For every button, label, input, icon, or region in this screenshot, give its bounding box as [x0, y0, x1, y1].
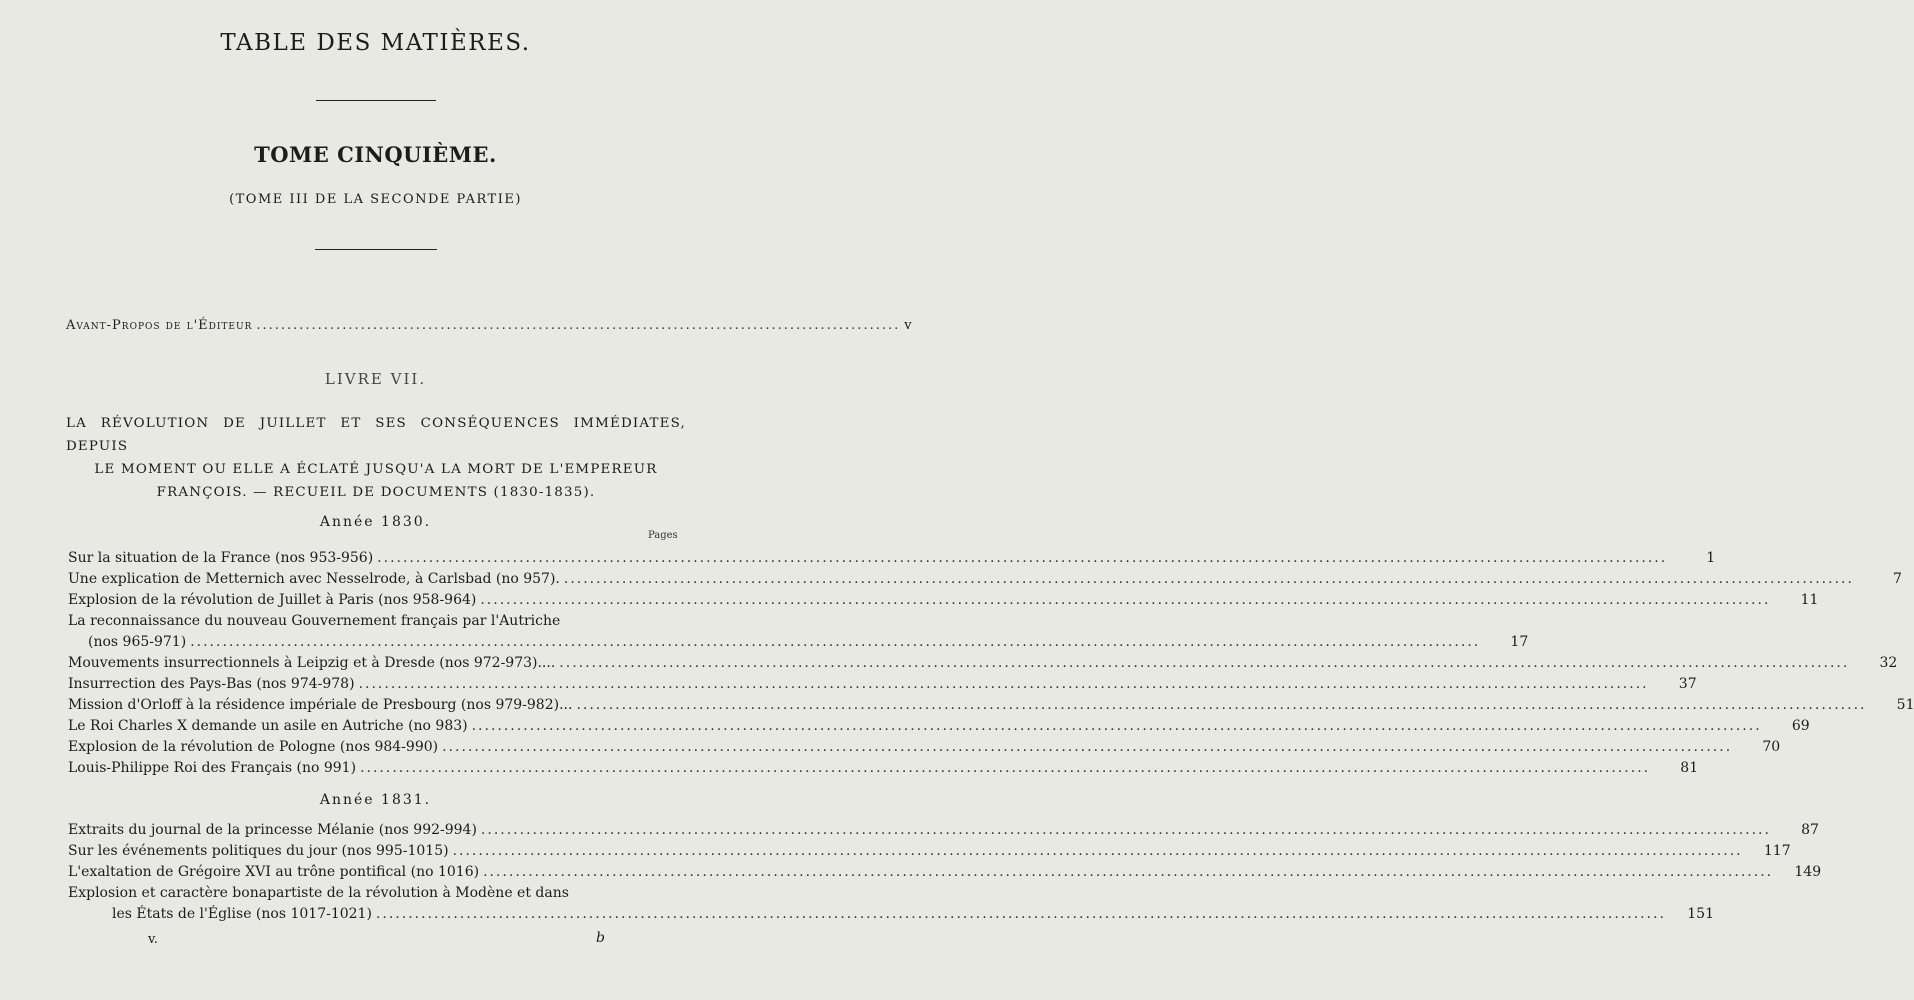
toc-entry-avant-propos: [66, 318, 912, 333]
toc-entry-title: Mission d'Orloff à la résidence impériale de Presbourg (nos 979-982)...: [68, 697, 573, 713]
dot-leader: ........................................................................................................................................................................................................: [190, 634, 1481, 650]
dot-leader: ........................................................................................................................................................................................................: [576, 697, 1867, 713]
toc-entry-continuation: [68, 904, 1714, 925]
livre-intro: [66, 412, 686, 504]
toc-entry-page: 51: [1896, 697, 1914, 713]
year-heading-1831: Année 1831.: [319, 792, 432, 808]
dot-leader: ........................................................................................................................................................................................................: [375, 906, 1666, 922]
toc-entry-page: 11: [1800, 592, 1819, 608]
toc-entry: [68, 737, 1781, 758]
gathering-mark: b: [596, 930, 605, 946]
intro-line: LE MOMENT OU ELLE A ÉCLATÉ JUSQU'A LA MORT DE L'EMPEREUR: [94, 462, 658, 477]
toc-entry-continuation: [68, 632, 1529, 653]
dot-leader: ........................................................................................................................................................................................................: [563, 571, 1854, 587]
toc-entry: [68, 653, 1898, 674]
toc-entry-page: 87: [1801, 822, 1819, 838]
toc-entry-title: La reconnaissance du nouveau Gouvernement français par l'Autriche: [68, 613, 561, 629]
toc-entry-page: 37: [1678, 676, 1697, 692]
toc-entry-title: Mouvements insurrectionnels à Leipzig et à Dresde (nos 972-973)....: [68, 655, 556, 671]
dot-leader: ........................................................................................................................................................................................................: [377, 550, 1668, 566]
page-title: TABLE DES MATIÈRES.: [220, 30, 531, 56]
toc-entry: [68, 716, 1810, 737]
toc-entry-page: 149: [1794, 864, 1822, 880]
toc-entry-title: Insurrection des Pays-Bas (nos 974-978): [68, 676, 355, 692]
toc-entry-page: 70: [1762, 739, 1781, 755]
dot-leader: ........................................................................................................................................................................................................: [442, 739, 1733, 755]
pages-column-label: Pages: [648, 530, 678, 541]
year-heading-1830: Année 1830.: [319, 514, 432, 530]
tome-subtitle: (TOME III DE LA SECONDE PARTIE): [229, 192, 522, 207]
toc-entry-page: 17: [1510, 634, 1529, 650]
dot-leader: ........................................................................................................................................................................................................: [483, 864, 1774, 880]
toc-entry-page: 69: [1791, 718, 1810, 734]
divider: [316, 100, 436, 101]
toc-list-1830: [68, 548, 1914, 779]
toc-entry-title: Sur les événements politiques du jour (nos 995-1015): [68, 843, 449, 859]
toc-entry: [68, 862, 1822, 883]
toc-entry: [68, 820, 1819, 841]
toc-entry-page: 1: [1706, 550, 1716, 566]
toc-entry-title: Explosion de la révolution de Pologne (nos 984-990): [68, 739, 439, 755]
livre-heading: LIVRE VII.: [324, 370, 427, 388]
toc-entry: [68, 758, 1699, 779]
toc-entry-page: 7: [1893, 571, 1902, 587]
toc-entry-title: Sur la situation de la France (nos 953-956): [68, 550, 374, 566]
toc-entry: [68, 883, 680, 904]
intro-line: FRANÇOIS. — RECUEIL DE DOCUMENTS (1830-1835).: [156, 485, 596, 500]
toc-entry: [68, 548, 1716, 569]
toc-entry: [68, 841, 1791, 862]
toc-entry: [68, 611, 680, 632]
toc-entry: [68, 590, 1819, 611]
divider: [315, 249, 437, 250]
toc-entry-page: 81: [1680, 760, 1699, 776]
dot-leader: ........................................................................................................................................................................................................: [480, 822, 1771, 838]
toc-entry-page: 151: [1687, 906, 1714, 922]
toc-entry: [68, 674, 1697, 695]
dot-leader: ........................................................................................................................................................................................................: [471, 718, 1762, 734]
tome-heading: TOME CINQUIÈME.: [254, 142, 497, 167]
dot-leader: ........................................................................................................................................................................................................: [559, 655, 1850, 671]
toc-entry-title: Une explication de Metternich avec Nesselrode, à Carlsbad (no 957).: [68, 571, 560, 587]
toc-entry-title: L'exaltation de Grégoire XVI au trône pontifical (no 1016): [68, 864, 480, 880]
toc-entry-title: (nos 965-971): [88, 634, 187, 650]
toc-list-1831: [68, 820, 1822, 925]
dot-leader: .........................................................................................................: [256, 318, 901, 333]
toc-entry-title: Avant-Propos de l'Éditeur: [66, 318, 253, 333]
dot-leader: ........................................................................................................................................................................................................: [480, 592, 1771, 608]
toc-entry-page: v: [904, 318, 912, 333]
toc-entry-title: Explosion et caractère bonapartiste de la révolution à Modène et dans: [68, 885, 569, 901]
toc-entry-title: Explosion de la révolution de Juillet à Paris (nos 958-964): [68, 592, 477, 608]
toc-entry: [68, 569, 1902, 590]
toc-entry-title: Louis-Philippe Roi des Français (no 991): [68, 760, 357, 776]
dot-leader: ........................................................................................................................................................................................................: [358, 676, 1649, 692]
toc-entry-title: les États de l'Église (nos 1017-1021): [112, 906, 372, 922]
toc-entry: [68, 695, 1914, 716]
toc-entry-page: 117: [1763, 843, 1791, 859]
signature-mark: v.: [148, 932, 158, 947]
dot-leader: ........................................................................................................................................................................................................: [360, 760, 1651, 776]
intro-line: LA RÉVOLUTION DE JUILLET ET SES CONSÉQUENCES IMMÉDIATES, DEPUIS: [66, 416, 686, 454]
toc-entry-title: Le Roi Charles X demande un asile en Autriche (no 983): [68, 718, 468, 734]
toc-entry-title: Extraits du journal de la princesse Mélanie (nos 992-994): [68, 822, 477, 838]
toc-entry-page: 32: [1879, 655, 1898, 671]
dot-leader: ........................................................................................................................................................................................................: [452, 843, 1743, 859]
